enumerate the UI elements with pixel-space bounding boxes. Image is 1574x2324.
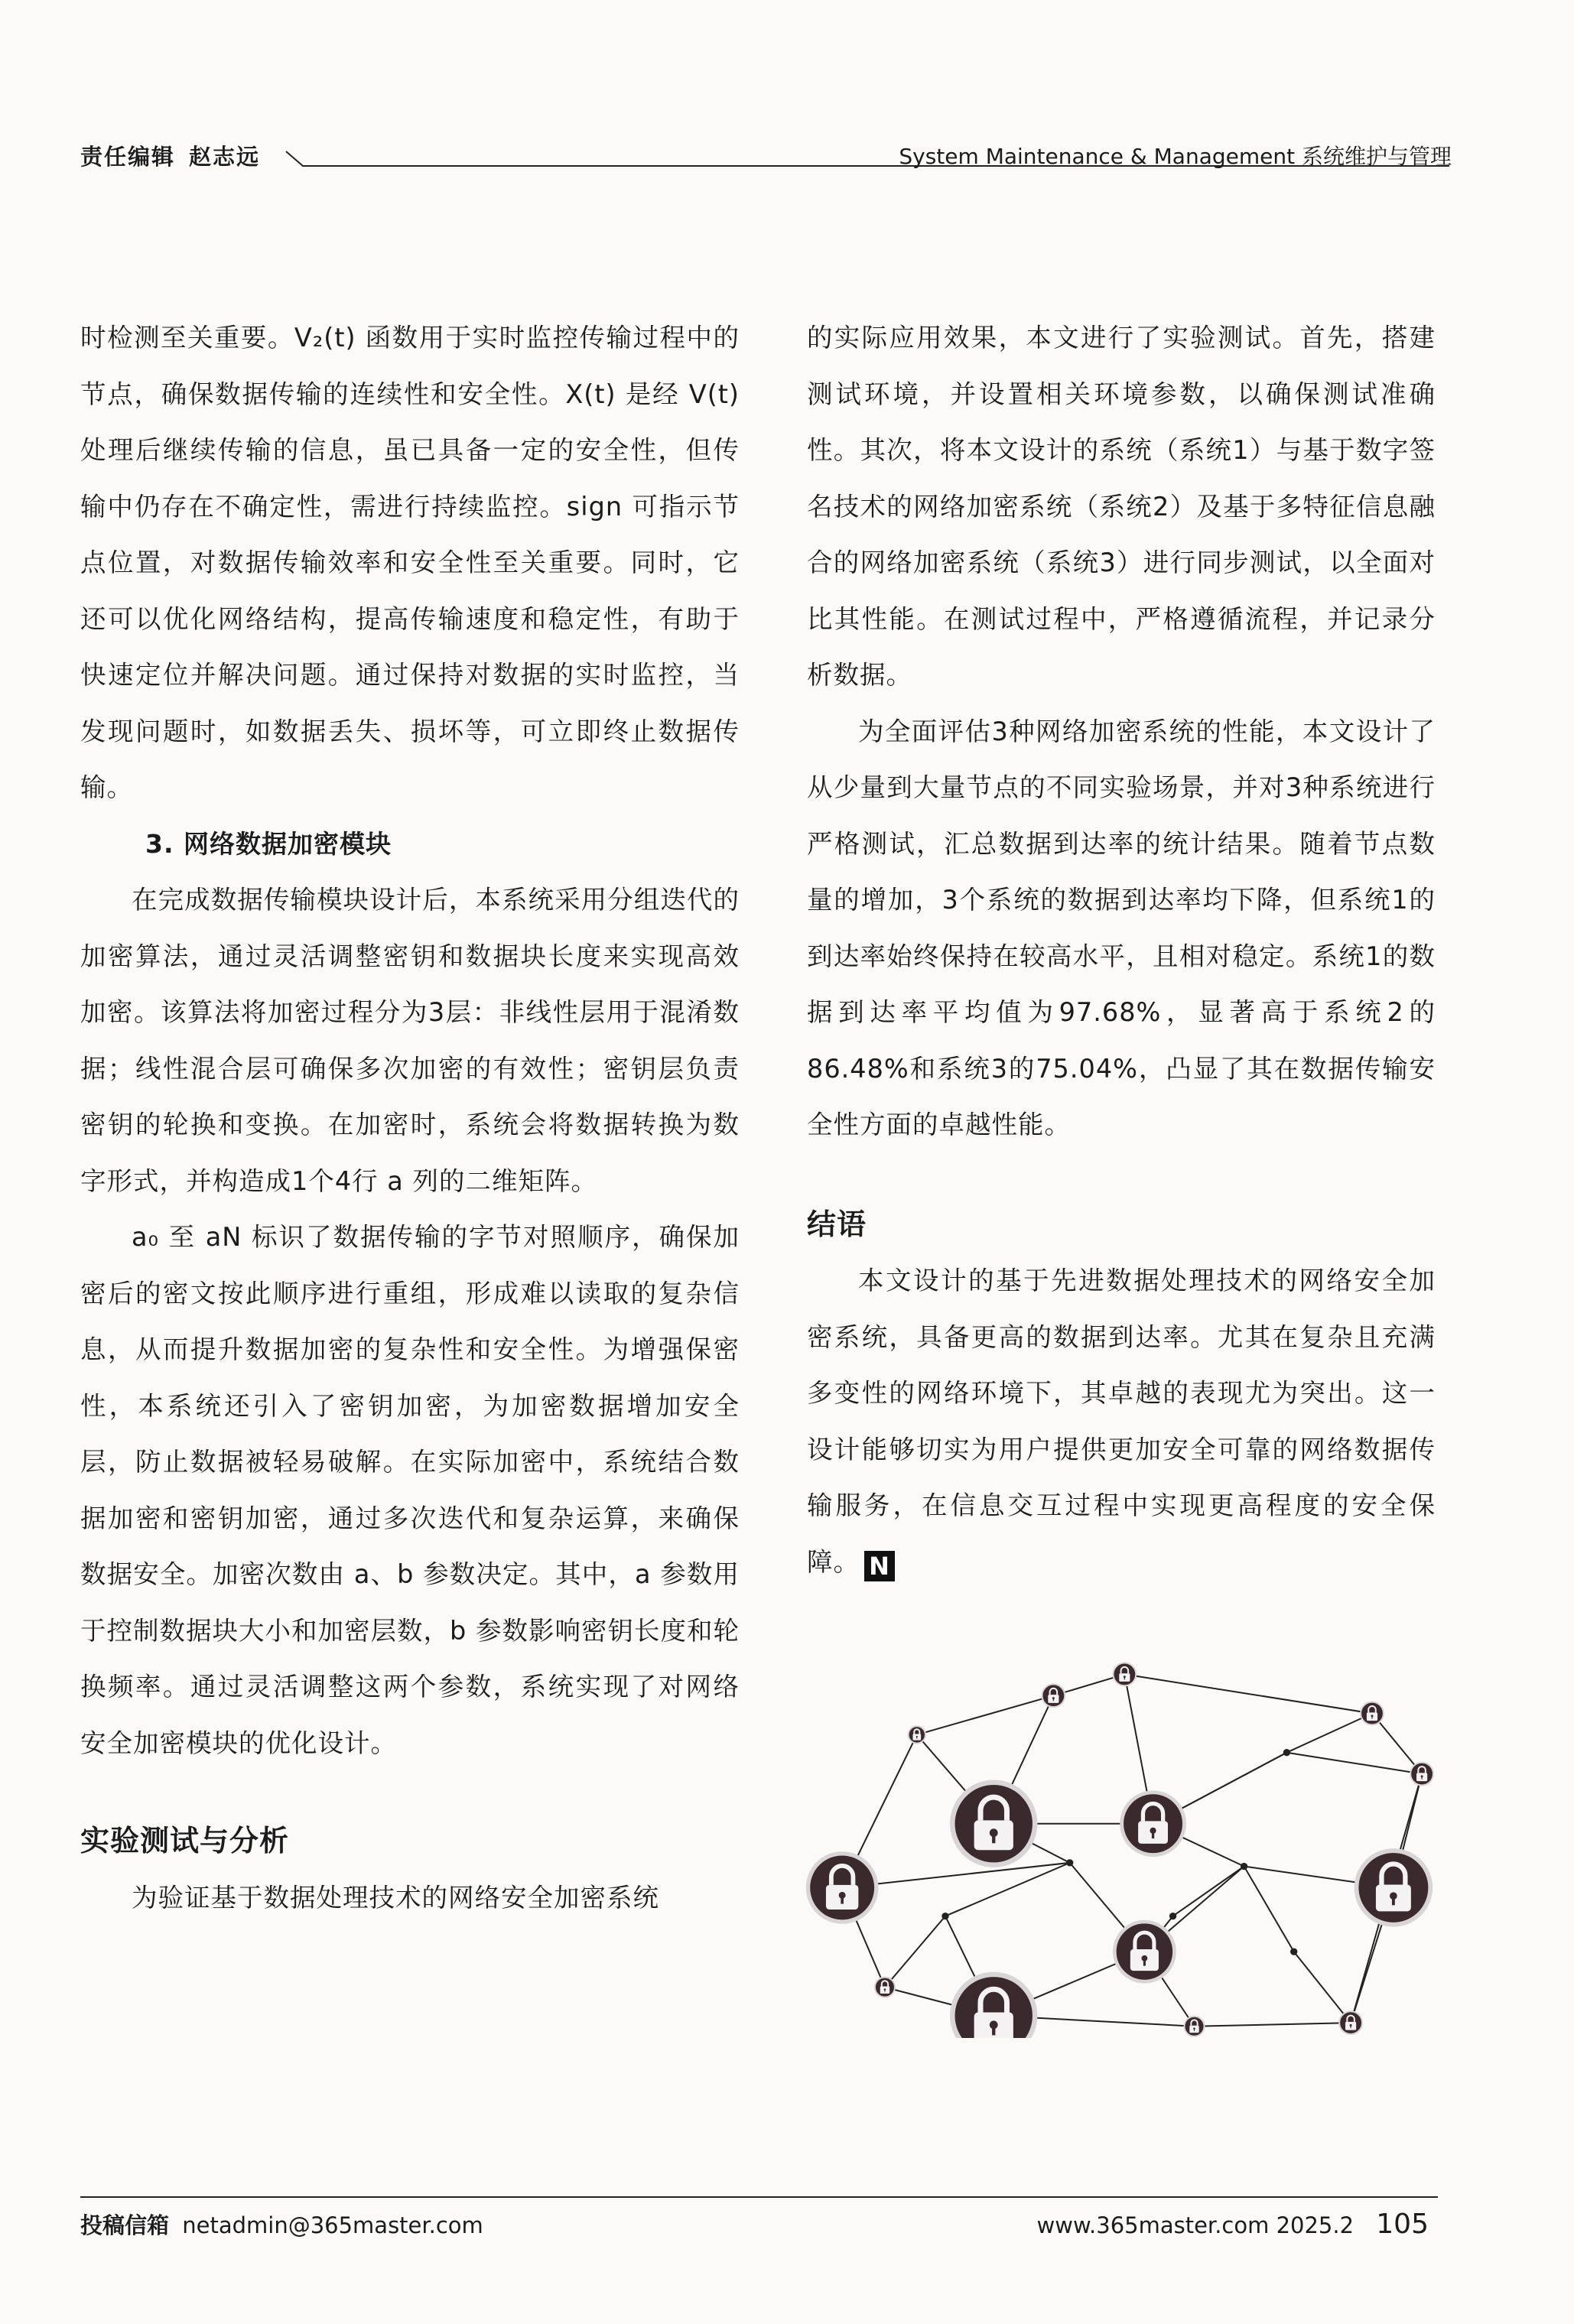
body-paragraph xyxy=(807,310,1436,704)
paragraph-text: 的实际应用效果，本文进行了实验测试。首先，搭建测试环境，并设置相关环境参数，以确保测试准确性。其次，将本文设计的系统（系统1）与基于数字签名技术的网络加密系统（系统2）及基于多特征信息融合的网络加密系统（系统3）进行同步测试，以全面对比其性能。在测试过程中，严格遵循流程，并记录分析数据。 xyxy=(807,323,1436,690)
section-gap xyxy=(80,1771,740,1813)
body-paragraph xyxy=(80,1209,740,1771)
footer-submission xyxy=(80,2209,483,2240)
network-junction xyxy=(941,1913,948,1919)
website: www.365master.com xyxy=(1036,2212,1270,2238)
body-paragraph xyxy=(80,872,740,1209)
paragraph-text: 在完成数据传输模块设计后，本系统采用分组迭代的加密算法，通过灵活调整密钥和数据块长度来实现高效加密。该算法将加密过程分为3层：非线性层用于混淆数据；线性混合层可确保多次加密的有效性；密钥层负责密钥的轮换和变换。在加密时，系统会将数据转换为数字形式，并构造成1个4行 a 列的二维矩阵。 xyxy=(80,885,740,1196)
network-link xyxy=(1286,1753,1422,1774)
network-link xyxy=(1173,1867,1244,1916)
padlock-node-icon xyxy=(1357,1851,1431,1925)
network-link xyxy=(885,1916,945,1988)
section-heading: 实验测试与分析 xyxy=(80,1824,290,1858)
padlock-node-icon xyxy=(1113,1663,1136,1686)
network-junction xyxy=(1283,1749,1290,1756)
network-link xyxy=(945,1863,1070,1916)
network-link xyxy=(1124,1674,1372,1713)
padlock-node-icon xyxy=(1410,1763,1433,1786)
network-link xyxy=(1244,1867,1294,1952)
padlock-node-icon xyxy=(808,1854,876,1922)
body-paragraph xyxy=(80,1870,740,1926)
paragraph-text: 本文设计的基于先进数据处理技术的网络安全加密系统，具备更高的数据到达率。尤其在复杂且充满多变性的网络环境下，其卓越的表现尤为突出。这一设计能够切实为用户提供更加安全可靠的网络数据传输服务，在信息交互过程中实现更高程度的安全保障。 xyxy=(807,1266,1436,1577)
network-link xyxy=(917,1695,1054,1734)
body-paragraph xyxy=(807,1253,1436,1590)
left-column xyxy=(80,310,740,1926)
network-junction xyxy=(1169,1913,1176,1919)
network-junction xyxy=(1290,1948,1297,1955)
padlock-node-icon xyxy=(1114,1922,1174,1981)
padlock-node-icon xyxy=(1361,1702,1384,1725)
issue: 2025.2 xyxy=(1276,2212,1354,2238)
submission-email: netadmin@365master.com xyxy=(182,2212,483,2238)
paragraph-text: a₀ 至 aN 标识了数据传输的字节对照顺序，确保加密后的密文按此顺序进行重组，形成难以读取的复杂信息，从而提升数据加密的复杂性和安全性。为增强保密性，本系统还引入了密钥加密，为加密数据增加安全层，防止数据被轻易破解。在实际加密中，系统结合数据加密和密钥加密，通过多次迭代和复杂运算，来确保数据安全。加密次数由 a、b 参数决定。其中，a 参数用于控制数据块大小和加密层数，b 参数影响密钥长度和轮换频率。通过灵活调整这两个参数，系统实现了对网络安全加密模块的优化设计。 xyxy=(80,1222,740,1758)
padlock-node-icon xyxy=(875,1978,895,1997)
section-heading: 结语 xyxy=(807,1207,867,1241)
right-column xyxy=(807,310,1436,1590)
padlock-node-icon xyxy=(909,1726,925,1743)
padlock-node-icon xyxy=(1339,2011,1362,2034)
body-paragraph xyxy=(80,310,740,816)
padlock-node-icon xyxy=(1184,2017,1204,2036)
padlock-node-icon xyxy=(1122,1793,1185,1855)
subsection-heading: 3. 网络数据加密模块 xyxy=(145,828,392,859)
editor-label: 责任编辑 xyxy=(80,144,176,170)
paragraph-text: 时检测至关重要。V₂(t) 函数用于实时监控传输过程中的节点，确保数据传输的连续性和安全性。X(t) 是经 V(t) 处理后继续传输的信息，虽已具备一定的安全性，但传输中仍存在不确定性，需进行持续监控。sign 可指示节点位置，对数据传输效率和安全性至关重要。同时，它还可以优化网络结构，提高传输速度和稳定性，有助于快速定位并解决问题。通过保持对数据的实时监控，当发现问题时，如数据丢失、损坏等，可立即终止数据传输。 xyxy=(80,323,740,802)
column-title: System Maintenance & Management 系统维护与管理 xyxy=(899,144,1452,169)
page-number: 105 xyxy=(1376,2209,1429,2240)
editor-credit xyxy=(80,140,274,171)
network-junction xyxy=(1241,1863,1247,1870)
footer-publication xyxy=(1037,2209,1429,2240)
padlock-node-icon xyxy=(952,1783,1035,1865)
paragraph-text: 为验证基于数据处理技术的网络安全加密系统 xyxy=(132,1882,659,1913)
submission-label: 投稿信箱 xyxy=(80,2212,170,2238)
footer-rule xyxy=(80,2196,1438,2198)
editor-name: 赵志远 xyxy=(189,144,261,170)
network-junction xyxy=(1066,1859,1073,1866)
end-mark-icon: N xyxy=(864,1551,895,1581)
network-link xyxy=(1294,1952,1351,2023)
network-link xyxy=(1195,2023,1351,2027)
body-paragraph xyxy=(807,704,1436,1153)
section-gap xyxy=(807,1153,1436,1197)
paragraph-text: 为全面评估3种网络加密系统的性能，本文设计了从少量到大量节点的不同实验场景，并对3种系统进行严格测试，汇总数据到达率的统计结果。随着节点数量的增加，3个系统的数据到达率均下降，但系统1的到达率始终保持在较高水平，且相对稳定。系统1的数据到达率平均值为97.68%，显著高于系统2的86.48%和系统3的75.04%，凸显了其在数据传输安全性方面的卓越性能。 xyxy=(807,716,1436,1139)
padlock-network-figure xyxy=(803,1648,1446,2038)
padlock-node-icon xyxy=(1042,1684,1065,1707)
network-link xyxy=(1286,1714,1372,1753)
padlock-node-icon xyxy=(952,1975,1035,2038)
